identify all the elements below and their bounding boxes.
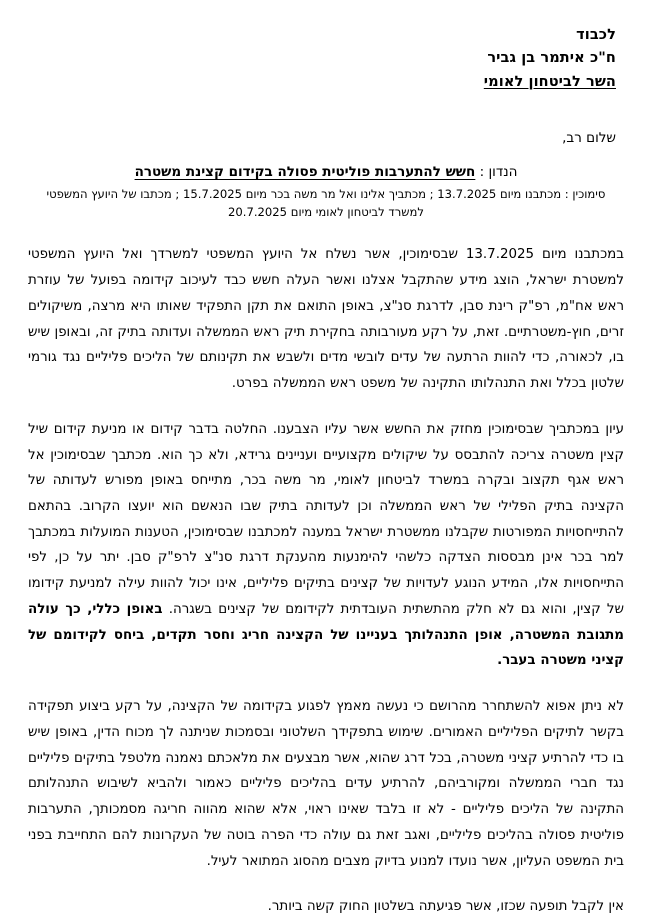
references-block bbox=[38, 186, 614, 222]
closing-paragraph: אין לקבל תופעה שכזו, אשר פגיעתה בשלטון החוק קשה ביותר. bbox=[267, 899, 624, 915]
subject-row bbox=[28, 164, 624, 180]
paragraph-2-emphasis: באופן כללי, כך עולה מתגובת המשטרה, אופן התנהלותך בעניינו של הקצינה חריג וחסר תקדים, ביחס לקידומם של קציני משטרה בעבר. bbox=[28, 601, 624, 669]
addressee-block bbox=[28, 24, 616, 94]
paragraph-2 bbox=[28, 417, 624, 674]
paragraph-3: לא ניתן אפוא להשתחרר מהרושם כי נעשה מאמץ לפגוע בקידומה של הקצינה, על רקע ביצוע תפקידה בקשר לתיקים הפליליים האמורים. שימוש בתפקידך השלטוני ובסמכות שניתנה לך מכוח הדין, באופן שיש בו כדי להרתיע קציני משטרה, בכל דרג שהוא, אשר מבצעים את מלאכתם נאמנה מלטפל בתיקים פליליים נגד חברי הממשלה ומקורביהם, להרתיע עדים בהליכים פליליים כאמור ולהביא לשיבוש התנהלותם התקינה של הליכים פליליים - לא זו בלבד שאינו ראוי, אלא שהוא מהווה חריגה מסמכותך, התערבות פוליטית פסולה בהליכים פליליים, ואגב זאת גם עולה כדי הפרה בוטה של העקרונות להם התחייבת בפני בית המשפט העליון, אשר נועדו למנוע בדיוק מצבים מהסוג המתואר לעיל. bbox=[28, 699, 624, 869]
addressee-title: השר לביטחון לאומי bbox=[483, 73, 616, 90]
greeting-line: שלום רב, bbox=[562, 130, 616, 147]
paragraph-1: במכתבנו מיום 13.7.2025 שבסימוכין, אשר נשלח אל היועץ המשפטי למשרדך ואל היועץ המשפטי למשטרת ישראל, הוצג מידע שהתקבל אצלנו ואשר העלה חשש כבד לעיכוב קידומה בפועל של עוזרת ראש אח"מ, רפ"ק רינת סבן, לדרגת סנ"צ, באופן התואם את תקן התפקיד שאותו היא מרצה, משיקולים זרים, חוץ-משטרתיים. זאת, על רקע מעורבותה בחקירת תיק ראש הממשלה ועדותה בתיק זה, ובאופן שיש בו, לכאורה, כדי להוות הרתעה של עדים לובשי מדים ולשבש את תקינותם של הליכים פליליים נגד גורמי שלטון בכלל ואת התנהלותו התקינה של משפט ראש הממשלה בפרט. bbox=[28, 247, 624, 392]
subject-label: הנדון : bbox=[479, 164, 518, 181]
references-line-2: למשרד לביטחון לאומי מיום 20.7.2025 bbox=[228, 205, 424, 220]
letter-body bbox=[28, 242, 624, 920]
addressee-salutation: לכבוד bbox=[576, 27, 616, 43]
addressee-name: ח"כ איתמר בן גביר bbox=[487, 50, 616, 67]
references-line-1: סימוכין : מכתבנו מיום 13.7.2025 ; מכתביך אלינו ואל מר משה בכר מיום 15.7.2025 ; מכתבו של היועץ המשפטי bbox=[46, 187, 606, 202]
paragraph-2-text: עיון במכתביך שבסימוכין מחזק את החשש אשר עליו הצבענו. החלטה בדבר קידום או מניעת קידום שיל קצין משטרה צריכה להתבסס על שיקולים מקצועיים ועניינים גרידא, ולא כך הוא. מכתבך שבסימוכין אל ראש אגף תקצוב ובקרה במשרד לביטחון לאומי, מר משה בכר, מתייחס באופן מפורש לעדותה של הקצינה בתיק הפלילי של ראש הממשלה וכן לעדותה בתיק שבו הנאשם הוא יועצו הקרוב. בהתאם להתייחסויות המפורטות שקבלנו ממשטרת ישראל במענה למכתבנו שבסימוכין, הטענות המועלות במכתבך למר בכר אינן מבססות הצדקה כלשהי להימנעות מהענקת דרגת סנ"צ לרפ"ק סבן. יתר על כן, לפי התייחסויות אלו, המידע הנוגע לעדויות של קצינים בתיקים פליליים, אינו יכול להוות עילה למניעת קידומו של קצין, והוא גם לא חלק מהתשתית העובדתית לקידומם של קצינים בשגרה. bbox=[28, 421, 625, 617]
subject-text: חשש להתערבות פוליטית פסולה בקידום קצינת משטרה bbox=[134, 164, 476, 181]
